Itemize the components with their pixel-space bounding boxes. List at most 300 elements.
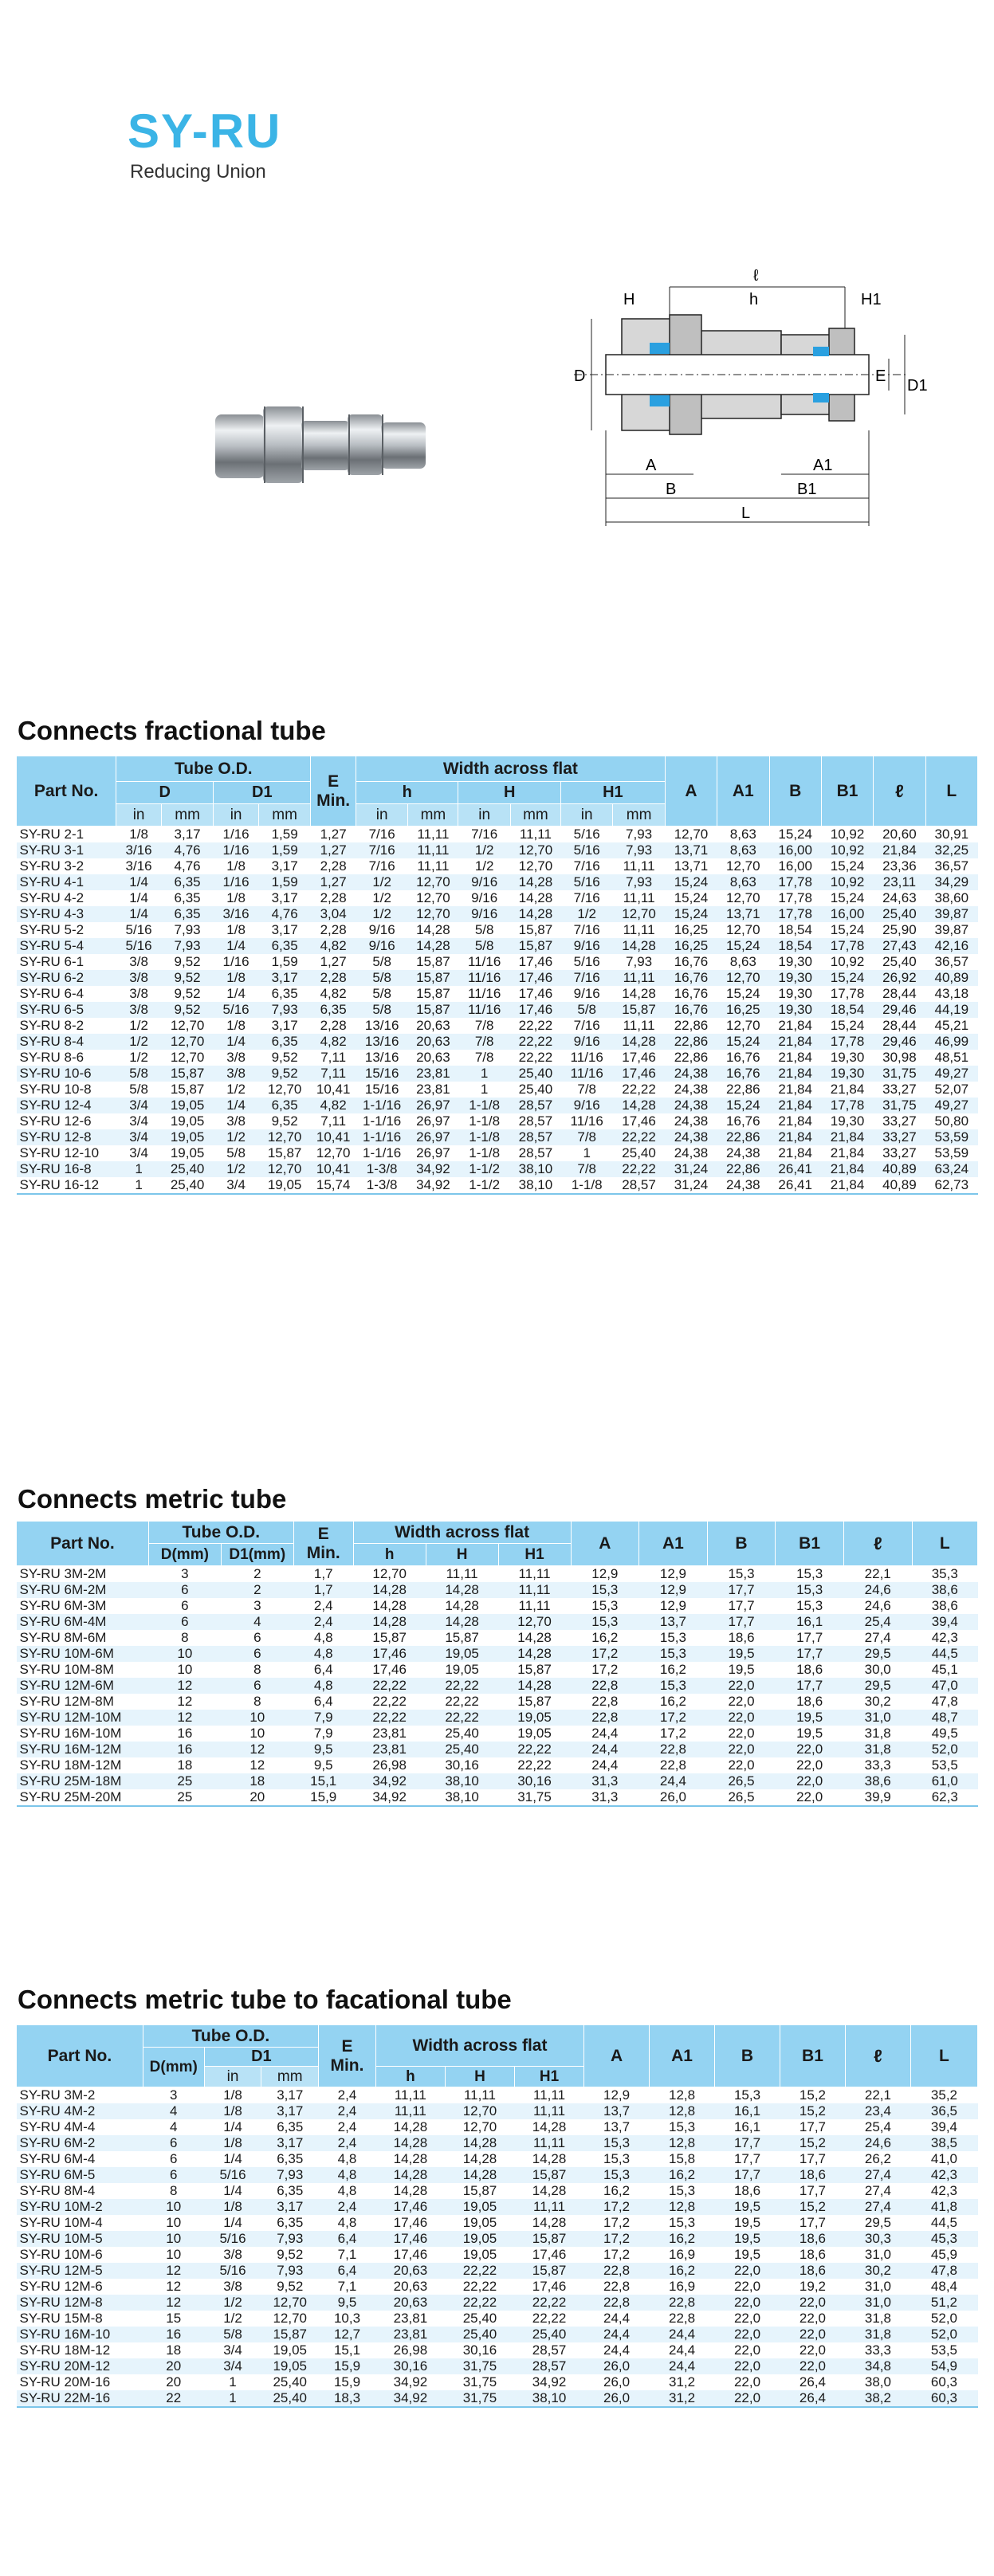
table-cell: 3/8	[214, 1050, 259, 1066]
table-cell: 19,5	[776, 1726, 844, 1742]
table-cell: 20,63	[375, 2263, 445, 2279]
table-cell: 29,46	[874, 1002, 925, 1018]
table-cell: 2,28	[311, 922, 356, 938]
table-cell: 14,28	[515, 2215, 584, 2231]
table-cell: 1/4	[116, 874, 162, 890]
table-cell: 24,4	[571, 1757, 639, 1773]
table-cell: 22,22	[353, 1710, 426, 1726]
table-cell: 7/8	[458, 1050, 510, 1066]
label-D1: D1	[907, 377, 928, 395]
table-cell: 7,93	[613, 842, 665, 858]
table-row	[17, 2358, 978, 2374]
col-h: H	[458, 782, 561, 804]
product-code: SY-RU	[128, 104, 282, 158]
table-cell: 7/8	[561, 1129, 613, 1145]
table-cell: 63,24	[925, 1161, 977, 1177]
table-cell: 31,3	[571, 1773, 639, 1789]
table-cell: 17,7	[715, 2135, 780, 2151]
table-cell: 14,28	[515, 2183, 584, 2199]
table-cell: 4,8	[319, 2215, 376, 2231]
table-cell: 26,97	[408, 1113, 458, 1129]
table-cell: 15,24	[821, 890, 873, 906]
table-cell: 1,27	[311, 827, 356, 843]
table-cell: 6	[221, 1646, 293, 1662]
table-cell: 25,40	[445, 2327, 514, 2342]
table-cell: 3,04	[311, 906, 356, 922]
table-cell: 31,2	[650, 2374, 715, 2390]
table-cell: 23,11	[874, 874, 925, 890]
table-cell: 11,11	[498, 1582, 571, 1598]
table-cell: 30,2	[843, 1694, 912, 1710]
table-cell: 18,54	[769, 938, 821, 954]
table-cell: 1/2	[214, 1129, 259, 1145]
table-row	[17, 2119, 978, 2135]
table-cell: 14,28	[375, 2135, 445, 2151]
table-cell: 22,0	[776, 1789, 844, 1806]
table-cell: 38,6	[843, 1773, 912, 1789]
table-cell: 9/16	[561, 938, 613, 954]
table-cell: 6	[221, 1630, 293, 1646]
table-cell: 15,87	[498, 1662, 571, 1678]
table-cell: 11/16	[561, 1113, 613, 1129]
part-number-cell: SY-RU 10-6	[17, 1066, 116, 1082]
table-cell: 12,70	[353, 1566, 426, 1583]
table-row	[17, 1710, 978, 1726]
table-cell: 29,5	[843, 1646, 912, 1662]
table-cell: 22,0	[715, 2327, 780, 2342]
label-A1: A1	[813, 457, 833, 474]
table-cell: 16,76	[665, 954, 717, 970]
table-cell: 49,5	[912, 1726, 978, 1742]
part-number-cell: SY-RU 3M-2M	[17, 1566, 149, 1583]
table-cell: 16,2	[650, 2167, 715, 2183]
part-number-cell: SY-RU 25M-18M	[17, 1773, 149, 1789]
table-cell: 15/16	[356, 1082, 407, 1098]
table-cell: 16,2	[650, 2231, 715, 2247]
table-cell: 12,70	[510, 858, 560, 874]
table-cell: 22,22	[510, 1034, 560, 1050]
table-cell: 3/16	[116, 858, 162, 874]
table-cell: 5/16	[204, 2231, 261, 2247]
part-number-cell: SY-RU 12M-6M	[17, 1678, 149, 1694]
table-cell: 16,2	[571, 1630, 639, 1646]
table-cell: 12,70	[161, 1018, 213, 1034]
table-cell: 24,4	[571, 1726, 639, 1742]
table-row	[17, 2151, 978, 2167]
table-cell: 16	[143, 2327, 204, 2342]
table-cell: 6	[143, 2135, 204, 2151]
table-cell: 18,6	[707, 1630, 776, 1646]
table-cell: 1/4	[116, 906, 162, 922]
table-cell: 19,5	[707, 1646, 776, 1662]
table-row	[17, 1034, 978, 1050]
table-cell: 28,57	[510, 1098, 560, 1113]
table-cell: 14,28	[510, 890, 560, 906]
col-e	[311, 756, 356, 827]
col-tube-od: Tube O.D.	[148, 1522, 293, 1544]
table-cell: 15,24	[821, 970, 873, 986]
table-cell: 17,2	[584, 2247, 650, 2263]
col-l-small: ℓ	[843, 1522, 912, 1566]
table-cell: 2,4	[319, 2087, 376, 2104]
table-cell: 5/8	[356, 986, 407, 1002]
table-cell: 24,6	[845, 2135, 910, 2151]
table-cell: 15	[143, 2311, 204, 2327]
table-cell: 22,22	[510, 1050, 560, 1066]
part-number-cell: SY-RU 4M-2	[17, 2103, 143, 2119]
table-cell: 21,84	[769, 1018, 821, 1034]
technical-drawing	[574, 239, 928, 558]
product-photo	[199, 383, 438, 502]
table-cell: 21,84	[769, 1098, 821, 1113]
table-cell: 44,5	[912, 1646, 978, 1662]
table-cell: 24,4	[584, 2342, 650, 2358]
part-number-cell: SY-RU 12M-6	[17, 2279, 143, 2295]
unit-in: in	[458, 804, 510, 827]
col-e-label: E	[328, 772, 340, 791]
table-row	[17, 1098, 978, 1113]
table-cell: 22,0	[715, 2374, 780, 2390]
table-row	[17, 2199, 978, 2215]
table-cell: 25,40	[510, 1082, 560, 1098]
table-cell: 12,70	[258, 1129, 310, 1145]
table-cell: 26,97	[408, 1129, 458, 1145]
part-number-cell: SY-RU 3-1	[17, 842, 116, 858]
table-cell: 17,46	[515, 2279, 584, 2295]
table-cell: 7,11	[311, 1050, 356, 1066]
table-cell: 23,81	[375, 2327, 445, 2342]
table-cell: 24,4	[584, 2311, 650, 2327]
table-cell: 14,28	[375, 2167, 445, 2183]
table-cell: 30,91	[925, 827, 977, 843]
col-h1: H1	[561, 782, 666, 804]
table-cell: 12,70	[717, 922, 769, 938]
col-width: Width across flat	[375, 2025, 583, 2067]
table-cell: 22,8	[584, 2279, 650, 2295]
table-cell: 33,27	[874, 1113, 925, 1129]
table-cell: 19,05	[261, 2358, 319, 2374]
table-cell: 31,0	[845, 2279, 910, 2295]
table-cell: 1/2	[116, 1034, 162, 1050]
table-cell: 61,0	[912, 1773, 978, 1789]
table-cell: 20	[221, 1789, 293, 1806]
table-cell: 1,27	[311, 954, 356, 970]
table-cell: 7/8	[458, 1018, 510, 1034]
table-cell: 34,92	[375, 2374, 445, 2390]
table-cell: 19,05	[498, 1710, 571, 1726]
table-cell: 14,28	[445, 2167, 514, 2183]
table-cell: 24,4	[584, 2327, 650, 2342]
table-cell: 36,5	[910, 2103, 977, 2119]
table-cell: 10,41	[311, 1129, 356, 1145]
table-row	[17, 2231, 978, 2247]
table-cell: 1/8	[204, 2199, 261, 2215]
table-cell: 11,11	[613, 1018, 665, 1034]
table-cell: 20,63	[408, 1034, 458, 1050]
table-cell: 26,0	[584, 2374, 650, 2390]
table-cell: 17,2	[584, 2215, 650, 2231]
table-cell: 22,0	[707, 1726, 776, 1742]
table-cell: 3,17	[261, 2135, 319, 2151]
table-cell: 7,1	[319, 2279, 376, 2295]
table-row	[17, 1757, 978, 1773]
table-cell: 1/16	[214, 954, 259, 970]
table-row	[17, 1646, 978, 1662]
table-cell: 16,76	[717, 1050, 769, 1066]
table-cell: 15,3	[650, 2215, 715, 2231]
table-cell: 16	[148, 1726, 221, 1742]
table-cell: 24,4	[639, 1773, 708, 1789]
product-name: Reducing Union	[130, 161, 266, 183]
table-row	[17, 827, 978, 843]
table-cell: 12,70	[510, 842, 560, 858]
table-cell: 10,3	[319, 2311, 376, 2327]
table-cell: 30,98	[874, 1050, 925, 1066]
table-cell: 15,87	[258, 1145, 310, 1161]
table-cell: 12	[143, 2295, 204, 2311]
table-cell: 19,05	[445, 2247, 514, 2263]
table-cell: 21,84	[821, 1129, 873, 1145]
table-cell: 16,00	[769, 842, 821, 858]
table-cell: 12,70	[261, 2295, 319, 2311]
label-B: B	[666, 481, 677, 498]
table-cell: 16,1	[776, 1614, 844, 1630]
col-part-no: Part No.	[17, 2025, 143, 2087]
table-cell: 1/8	[214, 1018, 259, 1034]
table-cell: 12,70	[717, 890, 769, 906]
table-cell: 10	[148, 1646, 221, 1662]
table-cell: 15,3	[776, 1598, 844, 1614]
table-cell: 28,57	[515, 2358, 584, 2374]
table-cell: 1,27	[311, 874, 356, 890]
table-cell: 52,0	[910, 2311, 977, 2327]
table-cell: 16,76	[665, 1002, 717, 1018]
table-cell: 11,11	[515, 2087, 584, 2104]
table-cell: 22,86	[665, 1050, 717, 1066]
table-cell: 1-1/2	[458, 1161, 510, 1177]
table-cell: 3/4	[204, 2342, 261, 2358]
table-cell: 6	[221, 1678, 293, 1694]
unit-mm: mm	[408, 804, 458, 827]
table-cell: 10	[221, 1710, 293, 1726]
table-cell: 1	[458, 1082, 510, 1098]
part-number-cell: SY-RU 3M-2	[17, 2087, 143, 2104]
table-cell: 17,78	[821, 1034, 873, 1050]
table-cell: 26,41	[769, 1161, 821, 1177]
part-number-cell: SY-RU 8-4	[17, 1034, 116, 1050]
table-cell: 1/8	[204, 2103, 261, 2119]
part-number-cell: SY-RU 12-8	[17, 1129, 116, 1145]
table-cell: 11,11	[515, 2135, 584, 2151]
part-number-cell: SY-RU 6M-4M	[17, 1614, 149, 1630]
table-cell: 21,84	[769, 1145, 821, 1161]
part-number-cell: SY-RU 4M-4	[17, 2119, 143, 2135]
table-cell: 9,52	[258, 1113, 310, 1129]
table-cell: 9,52	[161, 970, 213, 986]
table-cell: 15,3	[650, 2119, 715, 2135]
table-cell: 22,22	[353, 1694, 426, 1710]
table-cell: 15,87	[408, 970, 458, 986]
label-D: D	[574, 367, 586, 385]
table-cell: 10	[143, 2215, 204, 2231]
table-cell: 22,8	[584, 2295, 650, 2311]
table-cell: 8	[143, 2183, 204, 2199]
table-cell: 16,9	[650, 2247, 715, 2263]
table-cell: 22,1	[845, 2087, 910, 2104]
table-cell: 25,40	[445, 2311, 514, 2327]
table-cell: 17,78	[821, 938, 873, 954]
table-cell: 15,87	[408, 954, 458, 970]
table-cell: 62,3	[912, 1789, 978, 1806]
table-cell: 12,8	[650, 2135, 715, 2151]
table-cell: 15,1	[319, 2342, 376, 2358]
table-cell: 19,2	[780, 2279, 845, 2295]
table-cell: 24,38	[665, 1129, 717, 1145]
table-cell: 24,38	[665, 1145, 717, 1161]
table-cell: 21,84	[821, 1177, 873, 1194]
table-cell: 22,22	[613, 1082, 665, 1098]
col-l-small: ℓ	[874, 756, 925, 827]
table-row	[17, 2295, 978, 2311]
table-cell: 18,6	[780, 2167, 845, 2183]
table-cell: 22,8	[639, 1742, 708, 1757]
table-cell: 11,11	[613, 890, 665, 906]
table-cell: 1-1/8	[458, 1145, 510, 1161]
table-cell: 1/4	[214, 938, 259, 954]
table-cell: 1/2	[116, 1050, 162, 1066]
table-cell: 16,2	[639, 1662, 708, 1678]
part-number-cell: SY-RU 10M-8M	[17, 1662, 149, 1678]
table-cell: 16,76	[717, 1066, 769, 1082]
table-row	[17, 1161, 978, 1177]
table-cell: 28,44	[874, 986, 925, 1002]
table-cell: 33,3	[845, 2342, 910, 2358]
table-row	[17, 1582, 978, 1598]
part-number-cell: SY-RU 8-6	[17, 1050, 116, 1066]
col-e-min: Min.	[330, 2056, 364, 2075]
table-cell: 17,7	[780, 2183, 845, 2199]
table-cell: 12,70	[261, 2311, 319, 2327]
table-cell: 29,5	[845, 2215, 910, 2231]
table-cell: 39,87	[925, 906, 977, 922]
table-cell: 1/2	[214, 1082, 259, 1098]
table-cell: 6	[143, 2167, 204, 2183]
table-cell: 36,57	[925, 954, 977, 970]
table-cell: 3,17	[258, 1018, 310, 1034]
part-number-cell: SY-RU 6-1	[17, 954, 116, 970]
table-cell: 14,28	[353, 1582, 426, 1598]
table-cell: 51,2	[910, 2295, 977, 2311]
table-cell: 38,6	[912, 1582, 978, 1598]
col-tube-od: Tube O.D.	[116, 756, 311, 782]
table-cell: 26,97	[408, 1098, 458, 1113]
part-number-cell: SY-RU 4-1	[17, 874, 116, 890]
table-cell: 12,9	[639, 1598, 708, 1614]
col-d1: D1(mm)	[221, 1544, 293, 1566]
table-row	[17, 1002, 978, 1018]
table-cell: 3,17	[258, 922, 310, 938]
table-cell: 22,0	[780, 2327, 845, 2342]
table-cell: 19,05	[426, 1646, 498, 1662]
table-row	[17, 1177, 978, 1194]
table-cell: 1	[204, 2390, 261, 2407]
table-cell: 3/8	[204, 2279, 261, 2295]
table-cell: 15,87	[498, 1694, 571, 1710]
table-cell: 19,05	[161, 1129, 213, 1145]
col-h-small: h	[356, 782, 458, 804]
col-a1: A1	[639, 1522, 708, 1566]
table-cell: 5/16	[116, 938, 162, 954]
table-cell: 12	[143, 2279, 204, 2295]
part-number-cell: SY-RU 12M-10M	[17, 1710, 149, 1726]
table-cell: 26,0	[584, 2358, 650, 2374]
table-cell: 17,7	[780, 2119, 845, 2135]
table-cell: 11,11	[515, 2103, 584, 2119]
table-cell: 38,0	[845, 2374, 910, 2390]
table-cell: 38,10	[510, 1177, 560, 1194]
table-cell: 13,71	[665, 842, 717, 858]
table-cell: 12,70	[258, 1082, 310, 1098]
col-h-small: h	[353, 1544, 426, 1566]
table-cell: 44,19	[925, 1002, 977, 1018]
table-cell: 17,46	[375, 2231, 445, 2247]
table-cell: 11,11	[408, 858, 458, 874]
table-cell: 38,2	[845, 2390, 910, 2407]
table-cell: 33,27	[874, 1082, 925, 1098]
part-number-cell: SY-RU 16M-12M	[17, 1742, 149, 1757]
table-cell: 6	[143, 2151, 204, 2167]
table-cell: 34,92	[408, 1177, 458, 1194]
table-cell: 45,21	[925, 1018, 977, 1034]
table-cell: 11,11	[445, 2087, 514, 2104]
table-cell: 20,63	[375, 2295, 445, 2311]
table-cell: 15,87	[510, 922, 560, 938]
table-cell: 20,63	[408, 1050, 458, 1066]
table-cell: 1-1/2	[458, 1177, 510, 1194]
table-cell: 10,92	[821, 874, 873, 890]
table-cell: 6,4	[293, 1694, 353, 1710]
table-cell: 17,7	[707, 1582, 776, 1598]
table-cell: 2,4	[319, 2119, 376, 2135]
table-cell: 4,8	[293, 1630, 353, 1646]
table-cell: 23,81	[353, 1726, 426, 1742]
table-cell: 17,78	[769, 890, 821, 906]
table-cell: 14,28	[498, 1630, 571, 1646]
table-cell: 9/16	[561, 1098, 613, 1113]
table-cell: 19,30	[769, 970, 821, 986]
table-row	[17, 1694, 978, 1710]
table-cell: 31,3	[571, 1789, 639, 1806]
table-cell: 15,3	[707, 1566, 776, 1583]
table-cell: 34,92	[353, 1773, 426, 1789]
table-cell: 2,4	[293, 1598, 353, 1614]
table-cell: 14,28	[426, 1582, 498, 1598]
label-B1: B1	[797, 481, 817, 498]
table-cell: 25,4	[845, 2119, 910, 2135]
table-cell: 7/16	[561, 858, 613, 874]
table-row	[17, 1678, 978, 1694]
table-row	[17, 2263, 978, 2279]
table-cell: 9,52	[258, 1050, 310, 1066]
table-cell: 12,70	[408, 906, 458, 922]
table-cell: 27,4	[845, 2167, 910, 2183]
table-cell: 17,2	[639, 1726, 708, 1742]
table-cell: 17,78	[821, 1098, 873, 1113]
table-cell: 9,5	[293, 1742, 353, 1757]
table-cell: 19,05	[498, 1726, 571, 1742]
col-a: A	[571, 1522, 639, 1566]
table-row	[17, 1050, 978, 1066]
